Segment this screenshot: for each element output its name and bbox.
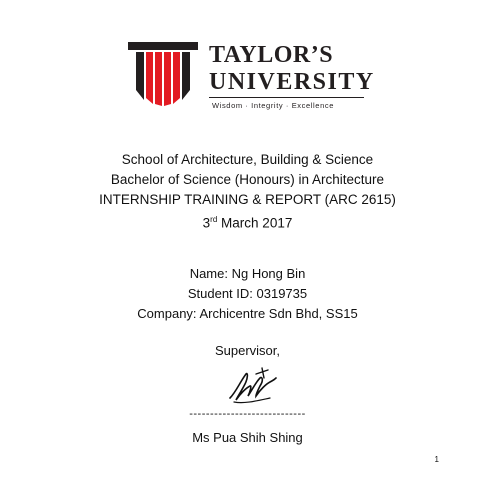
programme-name: Bachelor of Science (Honours) in Architecture [110, 172, 385, 187]
student-info [0, 264, 495, 324]
school-name: School of Architecture, Building & Science [121, 152, 374, 167]
brand-name-line2: UNIVERSITY [209, 69, 375, 95]
course-name: INTERNSHIP TRAINING & REPORT (ARC 2615) [99, 192, 396, 207]
company-name: Company: Archicentre Sdn Bhd, SS15 [137, 306, 358, 321]
report-date [0, 210, 495, 234]
date-suffix: rd [210, 215, 218, 224]
supervisor-label: Supervisor, [214, 343, 281, 358]
student-name: Name: Ng Hong Bin [189, 266, 306, 281]
brand-name-line1: TAYLOR’S [209, 42, 334, 68]
date-rest: March 2017 [217, 215, 293, 231]
title-block [0, 150, 495, 234]
signature-line: ---------------------------- [189, 408, 306, 420]
page-number: 1 [434, 455, 439, 464]
university-crest-icon [126, 40, 200, 108]
brand-tagline: Wisdom · Integrity · Excellence [212, 101, 334, 110]
brand-divider [209, 97, 364, 98]
student-id: Student ID: 0319735 [187, 286, 308, 301]
university-logo [126, 40, 375, 110]
signature-icon [226, 364, 278, 408]
date-day: 3 [202, 215, 211, 231]
supervisor-name: Ms Pua Shih Shing [192, 430, 303, 445]
